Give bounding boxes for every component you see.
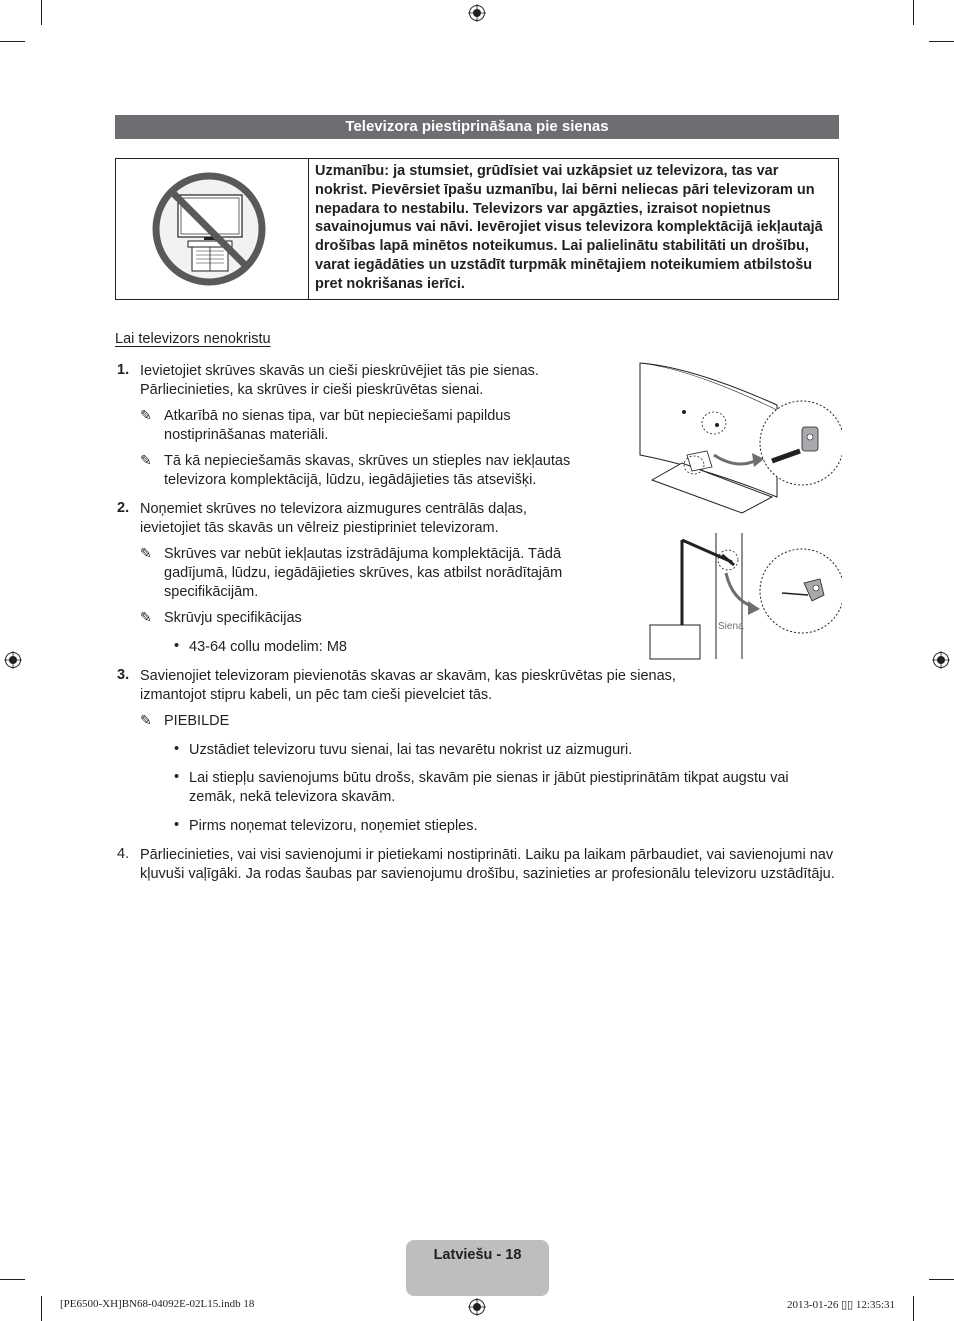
registration-mark-icon [468, 4, 486, 22]
no-climbing-on-tv-icon [116, 159, 308, 299]
note-text: Tā kā nepieciešamās skavas, skrūves un stieples nav iekļautas televizora komplektācijā, lūdzu, iegādājieties tās atsevišķi. [164, 453, 571, 488]
note-text: Skrūves var nebūt iekļautas izstrādājuma komplektācijā. Tādā gadījumā, lūdzu, iegādājieties skrūves, kas atbilst norādītajām specifikācijām. [164, 546, 563, 600]
crop-mark [929, 1279, 954, 1280]
registration-mark-icon [468, 1298, 486, 1316]
crop-mark [913, 1296, 914, 1321]
registration-mark-icon [932, 651, 950, 669]
bullet-text: 43-64 collu modelim: M8 [189, 639, 347, 655]
bullet-icon: • [174, 817, 180, 833]
note-pencil-icon: ✎ [140, 609, 152, 625]
step-number: 2. [117, 500, 130, 516]
crop-mark [41, 0, 42, 25]
note-text: Atkarībā no sienas tipa, var būt nepieciešami papildus nostiprināšanas materiāli. [164, 408, 511, 443]
section-title: Televizora piestiprināšana pie sienas [115, 115, 839, 139]
file-slug: [PE6500-XH]BN68-04092E-02L15.indb 18 [60, 1298, 255, 1310]
bullet-text: Lai stiepļu savienojums būtu drošs, skavām pie sienas ir jābūt piestiprinātām tikpat augstu vai zemāk, nekā televizora skavām. [189, 770, 789, 805]
note-heading: PIEBILDE [164, 713, 230, 729]
crop-mark [913, 0, 914, 25]
caution-box [115, 158, 839, 300]
bullet-text: Pirms noņemat televizoru, noņemiet stieples. [189, 818, 478, 834]
step-text: Ievietojiet skrūves skavās un cieši pieskrūvējiet tās pie sienas. Pārliecinieties, ka skrūves ir cieši pieskrūvētas sienai. [140, 363, 539, 398]
note-pencil-icon: ✎ [140, 712, 152, 728]
wall-label: Siena [718, 621, 744, 632]
note-pencil-icon: ✎ [140, 452, 152, 468]
crop-mark [929, 41, 954, 42]
step-number: 3. [117, 667, 130, 683]
step-number: 4. [117, 846, 130, 862]
subheading: Lai televizors nenokristu [115, 331, 271, 347]
caution-image [116, 159, 309, 299]
step-number: 1. [117, 362, 130, 378]
note-text: Skrūvju specifikācijas [164, 610, 302, 626]
bullet-text: Uzstādiet televizoru tuvu sienai, lai tas nevarētu nokrist uz aizmuguri. [189, 742, 633, 758]
timestamp-slug: 2013-01-26 ▯▯ 12:35:31 [787, 1299, 896, 1311]
step-text: Savienojiet televizoram pievienotās skavas ar skavām, kas pieskrūvētas pie sienas, izmantojot stipru kabeli, un pēc tam cieši pievelciet tās. [140, 668, 676, 703]
note-pencil-icon: ✎ [140, 407, 152, 423]
caution-text: Uzmanību: ja stumsiet, grūdīsiet vai uzkāpsiet uz televizora, tas var nokrist. Pievērsiet īpašu uzmanību, lai bērni neliecas pāri televizoram un nepadara to nestabilu. Televizors var apgāzties, izraisot nopietnus savainojumus vai nāvi. Ievērojiet visus televizora komplektācijā iekļautajā drošības lapā minētos noteikumus. Lai palielinātu stabilitāti un drošību, varat iegādāties un uzstādīt turpmāk minētajiem noteikumiem atbilstošu pret nokrišanas ierīci. [315, 163, 823, 292]
crop-mark [0, 41, 25, 42]
step-text: Noņemiet skrūves no televizora aizmugures centrālās daļas, ievietojiet tās skavās un vēlreiz piestipriniet televizoram. [140, 501, 527, 536]
bullet-icon: • [174, 769, 180, 785]
tv-wall-mount-illustration [632, 355, 842, 660]
note-pencil-icon: ✎ [140, 545, 152, 561]
bullet-icon: • [174, 741, 180, 757]
step-text: Pārliecinieties, vai visi savienojumi ir pietiekami nostiprināti. Laiku pa laikam pārbaudiet, vai savienojumi nav kļuvuši vaļīgāki. Ja rodas šaubas par savienojumu drošību, sazinieties ar profesionālu televizoru uzstādītāju. [140, 847, 835, 882]
page-number-tab: Latviešu - 18 [406, 1240, 549, 1296]
registration-mark-icon [4, 651, 22, 669]
crop-mark [0, 1279, 25, 1280]
bullet-icon: • [174, 638, 180, 654]
crop-mark [41, 1296, 42, 1321]
